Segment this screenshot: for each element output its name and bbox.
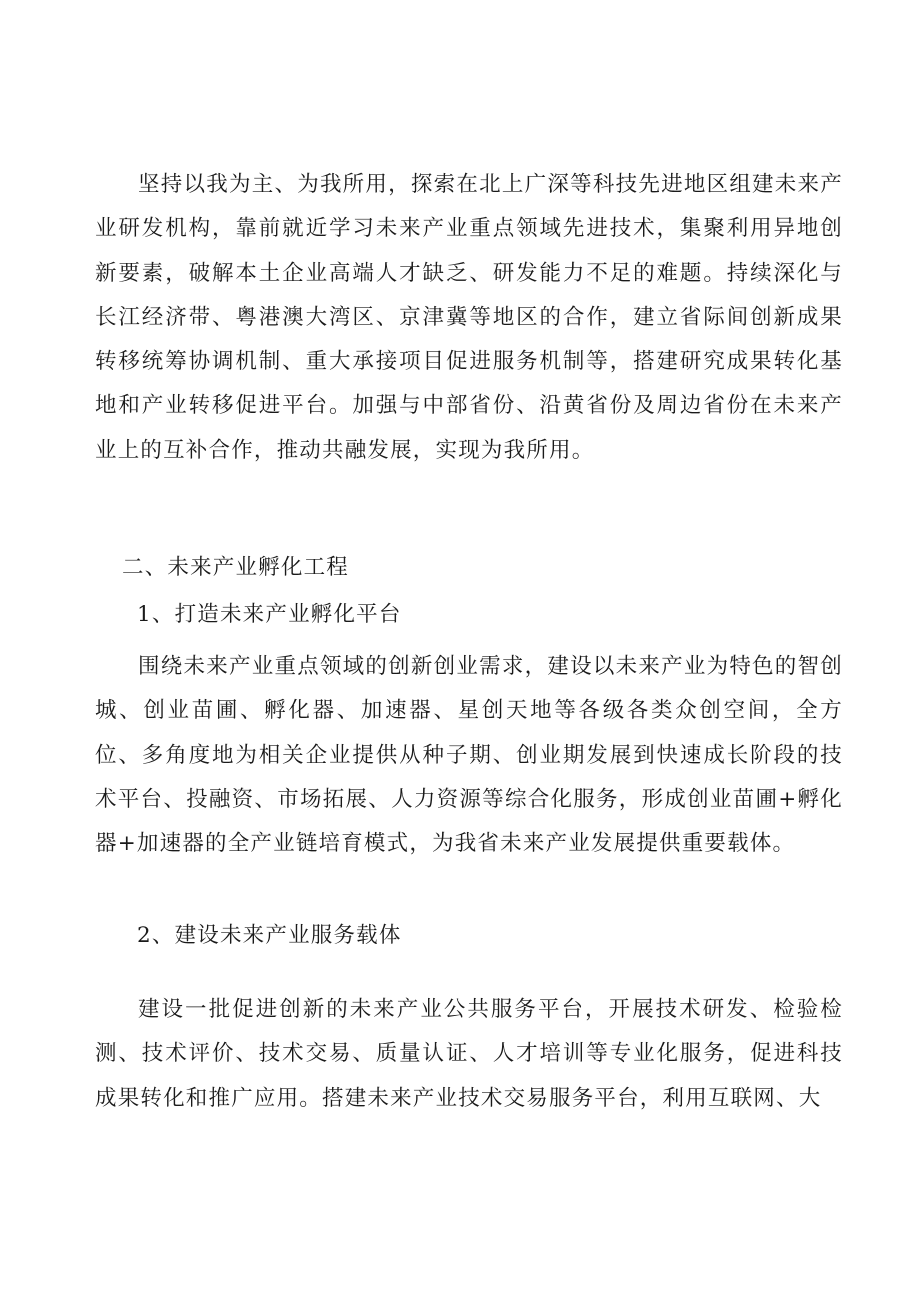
paragraph-regional-cooperation: 坚持以我为主、为我所用，探索在北上广深等科技先进地区组建未来产业研发机构，靠前就近学习未来产业重点领域先进技术，集聚利用异地创新要素，破解本土企业高端人才缺乏、研发能力不足的难题。持续深化与长江经济带、粤港澳大湾区、京津冀等地区的合作，建立省际间创新成果转移统筹协调机制、重大承接项目促进服务机制等，搭建研究成果转化基地和产业转移促进平台。加强与中部省份、沿黄省份及周边省份在未来产业上的互补合作，推动共融发展，实现为我所用。 — [95, 172, 843, 463]
paragraph-incubation-platform: 围绕未来产业重点领域的创新创业需求，建设以未来产业为特色的智创城、创业苗圃、孵化器、加速器、星创天地等各级各类众创空间，全方位、多角度地为相关企业提供从种子期、创业期发展到快速成长阶段的技术平台、投融资、市场拓展、人力资源等综合化服务，形成创业苗圃+孵化器+加速器的全产业链培育模式，为我省未来产业发展提供重要载体。 — [95, 654, 843, 857]
paragraph-service-carrier: 建设一批促进创新的未来产业公共服务平台，开展技术研发、检验检测、技术评价、技术交易、质量认证、人才培训等专业化服务，促进科技成果转化和推广应用。搭建未来产业技术交易服务平台，利用互联网、大 — [95, 997, 843, 1111]
subheading-service-carrier: 2、建设未来产业服务载体 — [137, 923, 402, 948]
section-heading-incubation-project: 二、未来产业孵化工程 — [122, 555, 350, 580]
subheading-incubation-platform: 1、打造未来产业孵化平台 — [137, 602, 402, 627]
